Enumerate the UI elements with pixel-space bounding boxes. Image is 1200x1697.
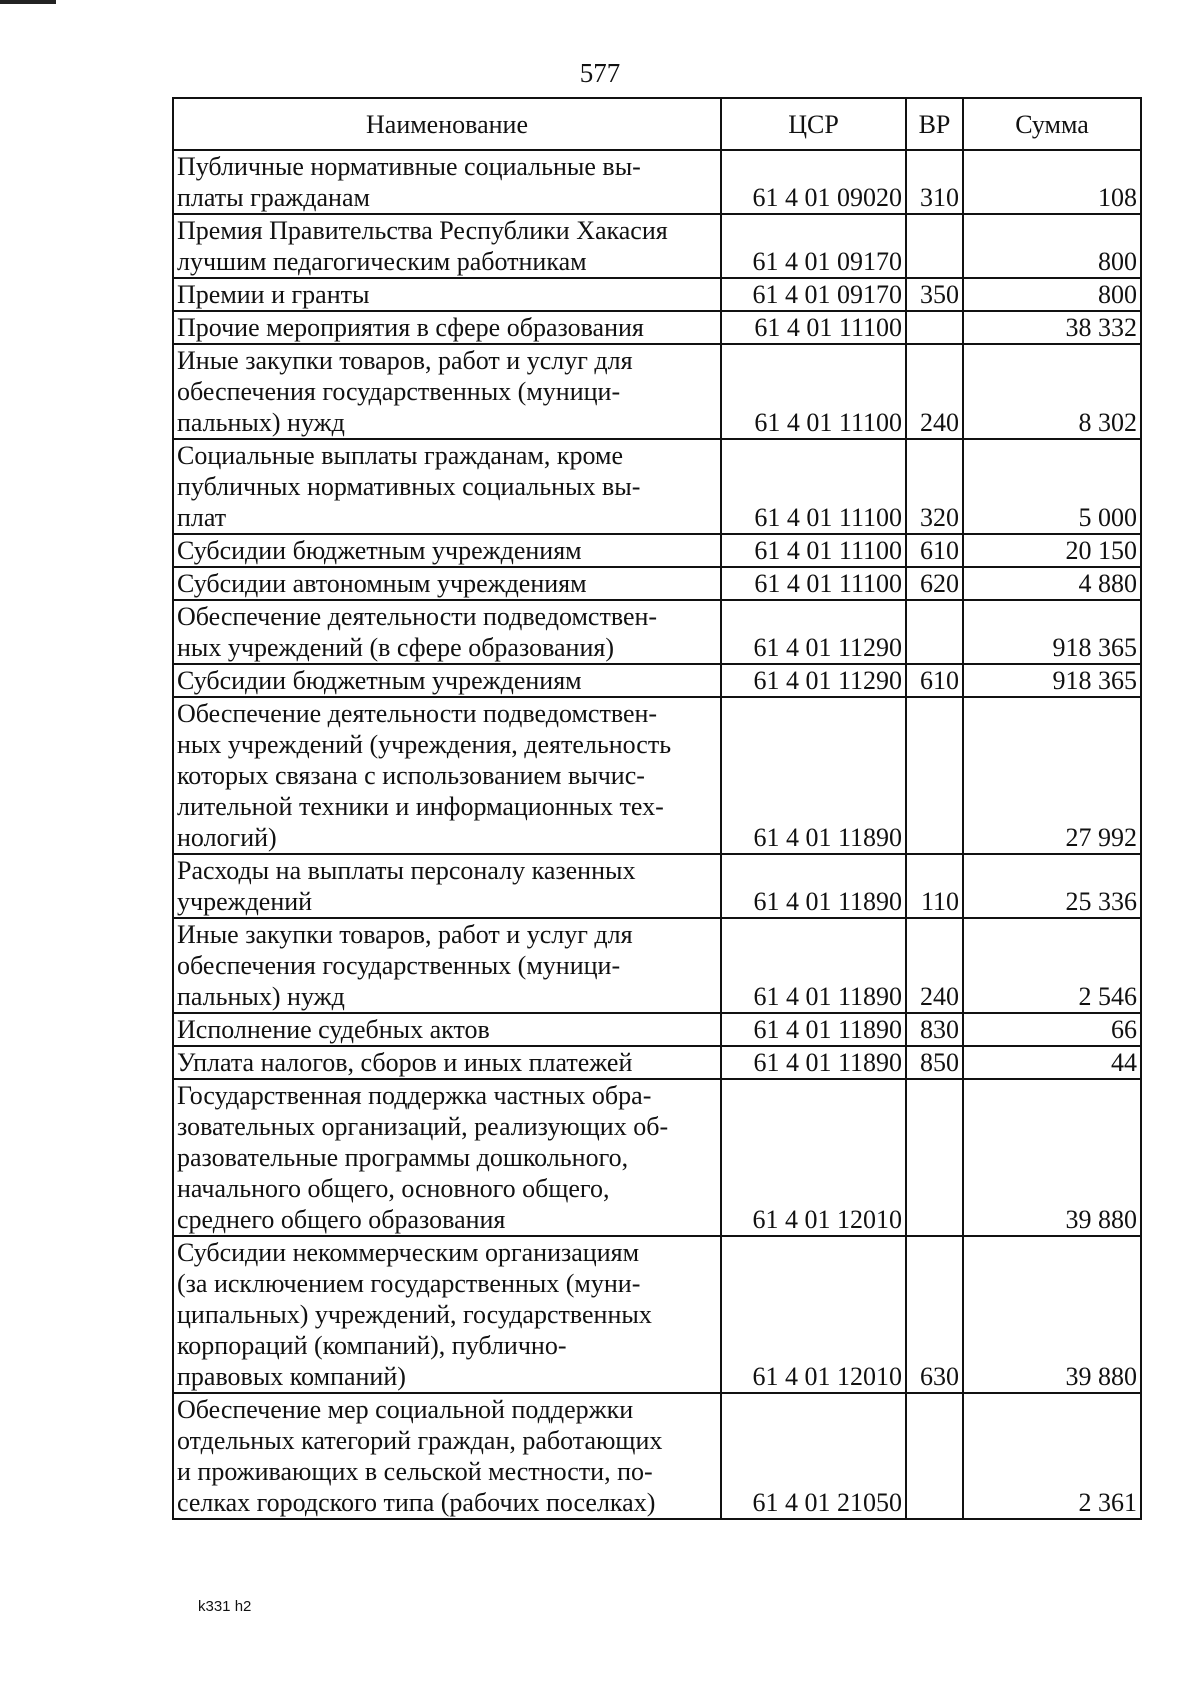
row-vr-cell: 610 — [906, 664, 963, 697]
row-sum-cell: 66 — [963, 1013, 1141, 1046]
row-vr-cell: 620 — [906, 567, 963, 600]
row-csr-cell: 61 4 01 11890 — [721, 854, 906, 918]
table-row — [173, 600, 1141, 664]
row-sum-cell: 39 880 — [963, 1079, 1141, 1236]
row-sum-cell: 27 992 — [963, 697, 1141, 854]
row-csr-cell: 61 4 01 09170 — [721, 278, 906, 311]
row-sum-cell: 108 — [963, 150, 1141, 214]
table-row — [173, 567, 1141, 600]
row-csr-cell: 61 4 01 11890 — [721, 918, 906, 1013]
table-header-row — [173, 98, 1141, 150]
row-sum-cell: 44 — [963, 1046, 1141, 1079]
page-number: 577 — [579, 58, 621, 88]
row-vr-cell: 110 — [906, 854, 963, 918]
row-sum-cell: 918 365 — [963, 664, 1141, 697]
row-sum-cell: 5 000 — [963, 439, 1141, 534]
row-sum-cell: 38 332 — [963, 311, 1141, 344]
row-vr-cell: 240 — [906, 344, 963, 439]
row-name-cell: Уплата налогов, сборов и иных платежей — [173, 1046, 721, 1079]
row-name-cell: Премии и гранты — [173, 278, 721, 311]
row-csr-cell: 61 4 01 12010 — [721, 1236, 906, 1393]
row-sum-cell: 8 302 — [963, 344, 1141, 439]
header-csr: ЦСР — [721, 98, 906, 150]
table-row — [173, 1013, 1141, 1046]
row-sum-cell: 4 880 — [963, 567, 1141, 600]
table-row — [173, 854, 1141, 918]
row-csr-cell: 61 4 01 09170 — [721, 214, 906, 278]
header-name: Наименование — [173, 98, 721, 150]
row-csr-cell: 61 4 01 11100 — [721, 344, 906, 439]
scan-corner-mark — [0, 0, 56, 4]
table-row — [173, 918, 1141, 1013]
row-csr-cell: 61 4 01 11100 — [721, 534, 906, 567]
row-vr-cell: 350 — [906, 278, 963, 311]
table-row — [173, 1393, 1141, 1519]
row-name-cell: Субсидии некоммерческим организациям (за исключением государственных (муни- ципальных) учреждений, государственных корпораций (компаний), публично- правовых компаний) — [173, 1236, 721, 1393]
table-row — [173, 1046, 1141, 1079]
row-name-cell: Субсидии бюджетным учреждениям — [173, 664, 721, 697]
row-vr-cell — [906, 1079, 963, 1236]
table-row — [173, 534, 1141, 567]
row-csr-cell: 61 4 01 11100 — [721, 567, 906, 600]
row-csr-cell: 61 4 01 11890 — [721, 1013, 906, 1046]
row-name-cell: Прочие мероприятия в сфере образования — [173, 311, 721, 344]
row-sum-cell: 2 546 — [963, 918, 1141, 1013]
row-vr-cell — [906, 1393, 963, 1519]
row-name-cell: Субсидии бюджетным учреждениям — [173, 534, 721, 567]
row-name-cell: Обеспечение деятельности подведомствен- ных учреждений (в сфере образования) — [173, 600, 721, 664]
row-name-cell: Иные закупки товаров, работ и услуг для обеспечения государственных (муници- пальных) нужд — [173, 344, 721, 439]
row-name-cell: Исполнение судебных актов — [173, 1013, 721, 1046]
row-csr-cell: 61 4 01 12010 — [721, 1079, 906, 1236]
row-sum-cell: 800 — [963, 214, 1141, 278]
row-name-cell: Государственная поддержка частных обра- зовательных организаций, реализующих об- разовательные программы дошкольного, начального общего, основного общего, среднего общего образования — [173, 1079, 721, 1236]
row-vr-cell — [906, 600, 963, 664]
table-row — [173, 664, 1141, 697]
table-row — [173, 344, 1141, 439]
header-sum: Сумма — [963, 98, 1141, 150]
row-sum-cell: 918 365 — [963, 600, 1141, 664]
footer-document-code: k331 h2 — [198, 1598, 252, 1615]
row-sum-cell: 2 361 — [963, 1393, 1141, 1519]
table-row — [173, 1236, 1141, 1393]
row-vr-cell — [906, 311, 963, 344]
row-sum-cell: 39 880 — [963, 1236, 1141, 1393]
row-csr-cell: 61 4 01 09020 — [721, 150, 906, 214]
row-name-cell: Социальные выплаты гражданам, кроме публичных нормативных социальных вы- плат — [173, 439, 721, 534]
table-body — [173, 150, 1141, 1519]
row-csr-cell: 61 4 01 11290 — [721, 600, 906, 664]
row-sum-cell: 800 — [963, 278, 1141, 311]
row-csr-cell: 61 4 01 11100 — [721, 311, 906, 344]
table-row — [173, 278, 1141, 311]
row-csr-cell: 61 4 01 11100 — [721, 439, 906, 534]
row-vr-cell: 610 — [906, 534, 963, 567]
header-vr: ВР — [906, 98, 963, 150]
row-sum-cell: 20 150 — [963, 534, 1141, 567]
budget-table — [172, 97, 1142, 1520]
row-vr-cell: 320 — [906, 439, 963, 534]
row-vr-cell: 240 — [906, 918, 963, 1013]
row-name-cell: Субсидии автономным учреждениям — [173, 567, 721, 600]
row-name-cell: Расходы на выплаты персоналу казенных учреждений — [173, 854, 721, 918]
row-vr-cell — [906, 697, 963, 854]
row-name-cell: Премия Правительства Республики Хакасия лучшим педагогическим работникам — [173, 214, 721, 278]
table-row — [173, 311, 1141, 344]
row-vr-cell — [906, 214, 963, 278]
row-vr-cell: 310 — [906, 150, 963, 214]
row-name-cell: Обеспечение мер социальной поддержки отдельных категорий граждан, работающих и проживающих в сельской местности, по- селках городского типа (рабочих поселках) — [173, 1393, 721, 1519]
row-vr-cell: 830 — [906, 1013, 963, 1046]
row-name-cell: Публичные нормативные социальные вы- платы гражданам — [173, 150, 721, 214]
row-csr-cell: 61 4 01 21050 — [721, 1393, 906, 1519]
row-name-cell: Обеспечение деятельности подведомствен- ных учреждений (учреждения, деятельность которых связана с использованием вычис- лительной техники и информационных тех- нологий) — [173, 697, 721, 854]
table-row — [173, 214, 1141, 278]
table-row — [173, 1079, 1141, 1236]
row-vr-cell: 850 — [906, 1046, 963, 1079]
table-row — [173, 150, 1141, 214]
row-csr-cell: 61 4 01 11890 — [721, 697, 906, 854]
row-name-cell: Иные закупки товаров, работ и услуг для обеспечения государственных (муници- пальных) нужд — [173, 918, 721, 1013]
table-row — [173, 439, 1141, 534]
row-sum-cell: 25 336 — [963, 854, 1141, 918]
row-vr-cell: 630 — [906, 1236, 963, 1393]
table-row — [173, 697, 1141, 854]
row-csr-cell: 61 4 01 11290 — [721, 664, 906, 697]
row-csr-cell: 61 4 01 11890 — [721, 1046, 906, 1079]
